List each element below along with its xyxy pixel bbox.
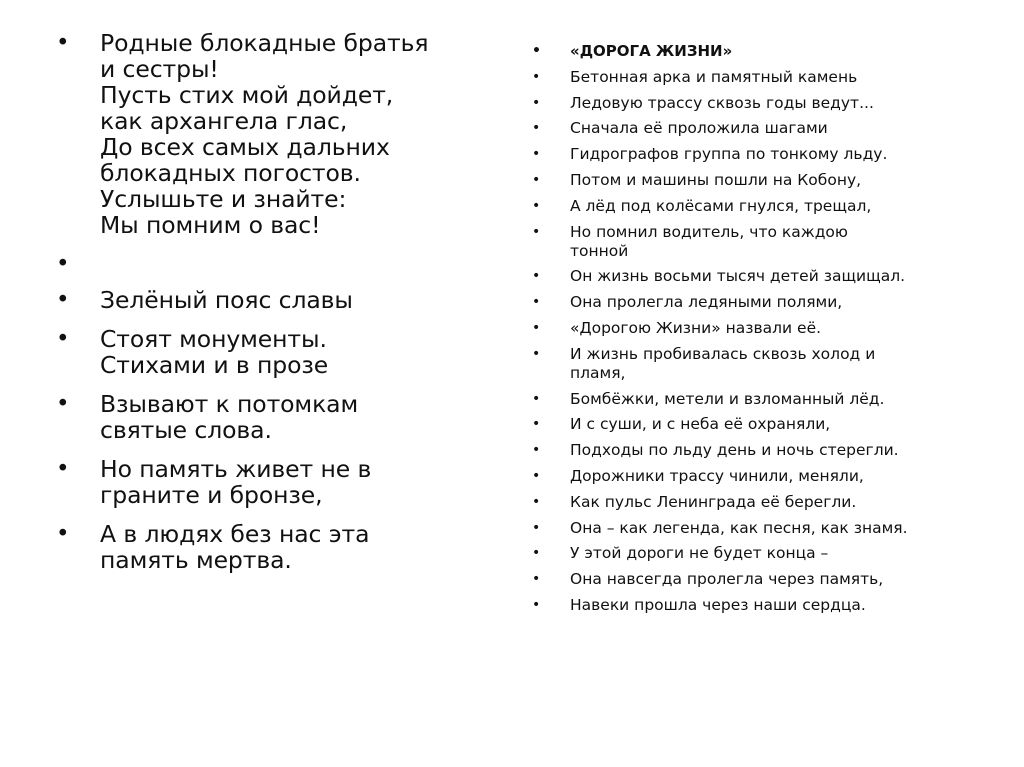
right-item-3: • Ледовую трассу сквозь годы ведут... bbox=[532, 94, 1002, 113]
right-item-21: • Навеки прошла через наши сердца. bbox=[532, 596, 1002, 615]
right-item-18: • Она – как легенда, как песня, как знамя. bbox=[532, 519, 1002, 538]
right-item-7: • А лёд под колёсами гнулся, трещал, bbox=[532, 197, 1002, 216]
right-item-14: • И с суши, и с неба её охраняли, bbox=[532, 415, 1002, 434]
right-bullet-list bbox=[532, 42, 1002, 622]
poem-title: • «ДОРОГА ЖИЗНИ» bbox=[532, 42, 1002, 61]
right-item-8: • Но помнил водитель, что каждою тонной bbox=[532, 223, 1002, 261]
left-item-7: • А в людях без нас эта память мертва. bbox=[56, 521, 496, 573]
left-item-3: • Зелёный пояс славы bbox=[56, 287, 496, 313]
right-item-9: • Он жизнь восьми тысяч детей защищал. bbox=[532, 267, 1002, 286]
right-item-20: • Она навсегда пролегла через память, bbox=[532, 570, 1002, 589]
right-item-6: • Потом и машины пошли на Кобону, bbox=[532, 171, 1002, 190]
right-item-4: • Сначала её проложила шагами bbox=[532, 119, 1002, 138]
left-item-empty bbox=[56, 251, 496, 277]
left-item-5: • Взывают к потомкам святые слова. bbox=[56, 391, 496, 443]
right-item-19: • У этой дороги не будет конца – bbox=[532, 544, 1002, 563]
left-item-4: • Стоят монументы. Стихами и в прозе bbox=[56, 326, 496, 378]
right-item-15: • Подходы по льду день и ночь стерегли. bbox=[532, 441, 1002, 460]
right-item-11: • «Дорогою Жизни» назвали её. bbox=[532, 319, 1002, 338]
right-item-10: • Она пролегла ледяными полями, bbox=[532, 293, 1002, 312]
left-bullet-list bbox=[56, 30, 496, 586]
right-item-13: • Бомбёжки, метели и взломанный лёд. bbox=[532, 390, 1002, 409]
right-item-17: • Как пульс Ленинграда её берегли. bbox=[532, 493, 1002, 512]
right-item-5: • Гидрографов группа по тонкому льду. bbox=[532, 145, 1002, 164]
right-item-2: • Бетонная арка и памятный камень bbox=[532, 68, 1002, 87]
right-item-16: • Дорожники трассу чинили, меняли, bbox=[532, 467, 1002, 486]
right-item-12: • И жизнь пробивалась сквозь холод и пламя, bbox=[532, 345, 1002, 383]
left-item-6: • Но память живет не в граните и бронзе, bbox=[56, 456, 496, 508]
left-item-1: • Родные блокадные братья и сестры! Пусть стих мой дойдет, как архангела глас, До всех самых дальних блокадных погостов. Услышьте и знайте: Мы помним о вас! bbox=[56, 30, 496, 238]
